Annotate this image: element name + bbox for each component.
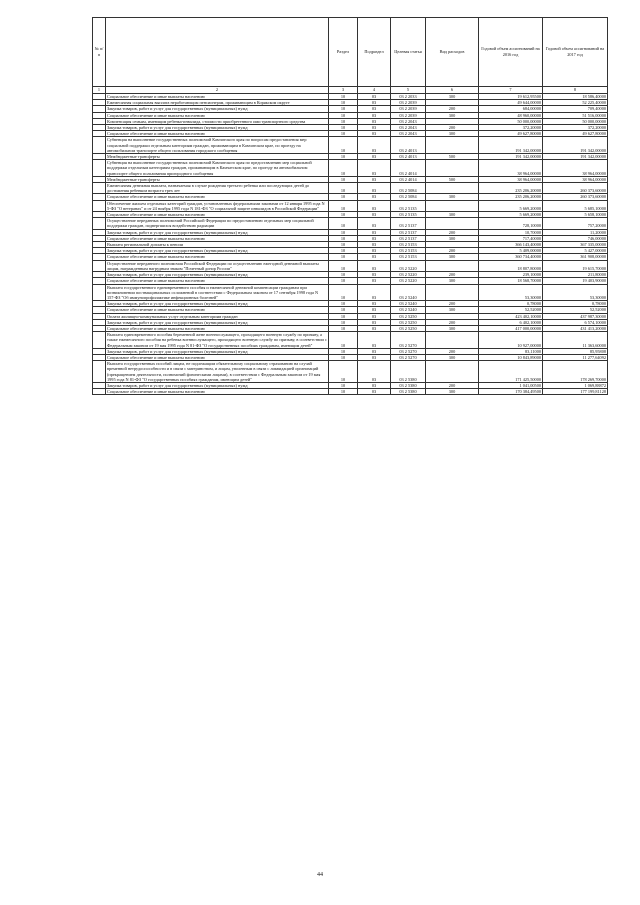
amount-2017-cell: 372,20000 — [543, 125, 608, 131]
amount-2016-cell: 10 927,00000 — [479, 332, 543, 349]
amount-2017-cell: 85,95808 — [543, 348, 608, 354]
column-number: 4 — [358, 87, 391, 94]
razdel-cell: 10 — [329, 272, 358, 278]
amount-2016-cell: 235 206,20000 — [479, 183, 543, 194]
amount-2016-cell: 717,40000 — [479, 235, 543, 241]
razdel-cell: 10 — [329, 125, 358, 131]
amount-2016-cell: 170 384,49500 — [479, 389, 543, 395]
amount-2016-cell: 10,70000 — [479, 229, 543, 235]
amount-2016-cell: 191 342,00000 — [479, 154, 543, 160]
razdel-cell: 10 — [329, 212, 358, 218]
amount-2017-cell: 5 685,10000 — [543, 200, 608, 211]
expense-name-cell: Закупка товаров, работ и услуг для государственных (муниципальных) нужд — [106, 272, 329, 278]
podrazdel-cell: 03 — [358, 183, 391, 194]
expense-type-cell: 300 — [426, 194, 479, 200]
table-row — [93, 137, 608, 154]
target-article-cell: 03 2 2033 — [391, 94, 426, 100]
expense-name-cell: Закупка товаров, работ и услуг для государственных (муниципальных) нужд — [106, 229, 329, 235]
razdel-cell: 10 — [329, 235, 358, 241]
amount-2016-cell: 18 568,70000 — [479, 278, 543, 284]
row-number-cell — [93, 260, 106, 271]
header-amount-2016: Годовой объем ассигнований на 2016 год — [479, 18, 543, 87]
target-article-cell: 03 2 5137 — [391, 235, 426, 241]
target-article-cell: 03 2 5270 — [391, 354, 426, 360]
amount-2016-cell: 191 342,00000 — [479, 137, 543, 154]
razdel-cell: 10 — [329, 94, 358, 100]
expense-type-cell — [426, 332, 479, 349]
target-article-cell: 03 2 5240 — [391, 284, 426, 301]
column-number: 1 — [93, 87, 106, 94]
amount-2016-cell: 38 964,00000 — [479, 176, 543, 182]
target-article-cell: 03 2 5153 — [391, 242, 426, 248]
expense-type-cell: 300 — [426, 235, 479, 241]
podrazdel-cell: 03 — [358, 106, 391, 112]
target-article-cell: 03 2 2043 — [391, 118, 426, 124]
podrazdel-cell: 03 — [358, 278, 391, 284]
row-number-cell — [93, 160, 106, 177]
target-article-cell: 03 2 5220 — [391, 272, 426, 278]
razdel-cell: 10 — [329, 229, 358, 235]
razdel-cell: 10 — [329, 176, 358, 182]
amount-2017-cell: 177 199,81128 — [543, 389, 608, 395]
expense-name-cell: Закупка товаров, работ и услуг для государственных (муниципальных) нужд — [106, 382, 329, 388]
table-row — [93, 389, 608, 395]
target-article-cell: 03 2 5220 — [391, 278, 426, 284]
target-article-cell: 03 2 5153 — [391, 254, 426, 260]
header-row — [93, 18, 608, 87]
expense-name-cell: Закупка товаров, работ и услуг для государственных (муниципальных) нужд — [106, 319, 329, 325]
podrazdel-cell: 03 — [358, 313, 391, 319]
amount-2017-cell: 19 615,70000 — [543, 260, 608, 271]
razdel-cell: 10 — [329, 278, 358, 284]
podrazdel-cell: 03 — [358, 200, 391, 211]
podrazdel-cell: 03 — [358, 100, 391, 106]
podrazdel-cell: 03 — [358, 242, 391, 248]
expense-name-cell: Социальное обеспечение и иные выплаты населению — [106, 212, 329, 218]
amount-2016-cell: 235 206,20000 — [479, 194, 543, 200]
expense-type-cell — [426, 260, 479, 271]
amount-2016-cell: 10 843,89000 — [479, 354, 543, 360]
podrazdel-cell: 03 — [358, 260, 391, 271]
razdel-cell: 10 — [329, 100, 358, 106]
podrazdel-cell: 03 — [358, 284, 391, 301]
expense-type-cell: 300 — [426, 94, 479, 100]
amount-2016-cell: 5 669,20000 — [479, 212, 543, 218]
expense-type-cell: 300 — [426, 131, 479, 137]
table-row — [93, 160, 608, 177]
podrazdel-cell: 03 — [358, 118, 391, 124]
amount-2017-cell: 6 574,10000 — [543, 319, 608, 325]
amount-2017-cell: 191 342,00000 — [543, 137, 608, 154]
target-article-cell: 03 2 5380 — [391, 361, 426, 383]
razdel-cell: 10 — [329, 118, 358, 124]
amount-2016-cell: 417 000,00000 — [479, 325, 543, 331]
amount-2017-cell: 431 413,20000 — [543, 325, 608, 331]
razdel-cell: 10 — [329, 154, 358, 160]
row-number-cell — [93, 361, 106, 383]
podrazdel-cell: 03 — [358, 176, 391, 182]
amount-2016-cell: 18 807,80000 — [479, 260, 543, 271]
expense-type-cell: 300 — [426, 254, 479, 260]
row-number-cell — [93, 332, 106, 349]
podrazdel-cell: 03 — [358, 218, 391, 229]
target-article-cell: 03 2 5250 — [391, 325, 426, 331]
target-article-cell: 03 2 5380 — [391, 382, 426, 388]
expense-name-cell: Закупка товаров, работ и услуг для государственных (муниципальных) нужд — [106, 106, 329, 112]
amount-2016-cell: 49 627,80000 — [479, 131, 543, 137]
razdel-cell: 10 — [329, 307, 358, 313]
amount-2017-cell: 367 335,00000 — [543, 242, 608, 248]
expense-name-cell: Выплата единовременного пособия беременной жене военнослужащего, проходящего военную службу по призыву, а также ежемесячного пособия на ребенка военнослужащего, проходящего военную службу по призыву, в соответствии с Федеральным законом от 19 мая 1995 года N 81-ФЗ "О государственных пособиях гражданам, имеющим детей" — [107, 332, 327, 348]
amount-2017-cell: 211,80000 — [543, 272, 608, 278]
razdel-cell: 10 — [329, 389, 358, 395]
expense-type-cell: 500 — [426, 154, 479, 160]
target-article-cell: 03 2 5084 — [391, 183, 426, 194]
amount-2016-cell: 6 402,10000 — [479, 319, 543, 325]
table-row — [93, 218, 608, 229]
amount-2017-cell: 50 000,00000 — [543, 118, 608, 124]
razdel-cell: 10 — [329, 319, 358, 325]
podrazdel-cell: 03 — [358, 272, 391, 278]
razdel-cell: 10 — [329, 194, 358, 200]
amount-2016-cell: 19 612,95500 — [479, 94, 543, 100]
header-amount-2017: Годовой объем ассигнований на 2017 год — [543, 18, 608, 87]
expense-name-cell: Компенсация семьям, имеющим ребенка-инвалида, стоимости приобретенного ими транспортного средства — [106, 118, 329, 124]
expense-name-cell: Закупка товаров, работ и услуг для государственных (муниципальных) нужд — [106, 248, 329, 254]
target-article-cell: 03 2 5220 — [391, 260, 426, 271]
expense-name-cell: Ежемесячная денежная выплата, назначаемая в случае рождения третьего ребенка или последующих детей до достижения ребенком возраста трех лет — [106, 183, 329, 194]
razdel-cell: 10 — [329, 325, 358, 331]
amount-2017-cell: 52,52000 — [543, 307, 608, 313]
podrazdel-cell: 03 — [358, 348, 391, 354]
expense-name-cell: Социальное обеспечение и иные выплаты населению — [106, 389, 329, 395]
razdel-cell: 10 — [329, 361, 358, 383]
razdel-cell: 10 — [329, 106, 358, 112]
podrazdel-cell: 03 — [358, 194, 391, 200]
row-number-cell — [93, 200, 106, 211]
razdel-cell: 10 — [329, 382, 358, 388]
expense-name-cell: Социальное обеспечение и иные выплаты населению — [106, 354, 329, 360]
header-razdel: Раздел — [329, 18, 358, 87]
podrazdel-cell: 03 — [358, 131, 391, 137]
razdel-cell: 10 — [329, 348, 358, 354]
amount-2017-cell: 38 964,00000 — [543, 160, 608, 177]
table-row — [93, 361, 608, 383]
expense-name-cell: Социальное обеспечение и иные выплаты населению — [106, 235, 329, 241]
expense-type-cell: 200 — [426, 319, 479, 325]
header-name — [106, 18, 329, 87]
expense-name-cell: Социальное обеспечение и иные выплаты населению — [106, 254, 329, 260]
amount-2017-cell: 51 516,00000 — [543, 112, 608, 118]
podrazdel-cell: 03 — [358, 319, 391, 325]
amount-2017-cell: 5 658,10000 — [543, 212, 608, 218]
podrazdel-cell: 03 — [358, 307, 391, 313]
razdel-cell: 10 — [329, 200, 358, 211]
expense-name-cell: Закупка товаров, работ и услуг для государственных (муниципальных) нужд — [106, 301, 329, 307]
amount-2017-cell: 11 363,60000 — [543, 332, 608, 349]
target-article-cell: 03 2 2043 — [391, 125, 426, 131]
podrazdel-cell: 03 — [358, 229, 391, 235]
expense-name-cell: Социальное обеспечение и иные выплаты населению — [106, 131, 329, 137]
expense-name-cell: Выплата государственных пособий лицам, не подлежащим обязательному социальному страхованию на случай временной нетрудоспособности и в связи с материнством, и лицам, уволенным в связи с ликвидацией организаций (прекращением деятельности, полномочий физическими лицами), в соответствии с Федеральным законом от 19 мая 1995 года N 81-ФЗ "О государственных пособиях гражданам, имеющим детей" — [106, 361, 329, 383]
amount-2017-cell: 746,00000 — [543, 235, 608, 241]
table-row — [93, 284, 608, 301]
expense-type-cell: 200 — [426, 248, 479, 254]
expense-name-cell: Субвенция на выполнение государственных полномочий Камчатского края по предоставлению мер социальной поддержки отдельным категориям граждан, проживающим в Камчатском крае, по проезду на автомобильном транспорте общего пользования пригородного сообщения — [106, 160, 329, 177]
amount-2017-cell: 0,78000 — [543, 301, 608, 307]
expense-name-cell: Закупка товаров, работ и услуг для государственных (муниципальных) нужд — [106, 348, 329, 354]
razdel-cell: 10 — [329, 284, 358, 301]
expense-type-cell: 200 — [426, 382, 479, 388]
target-article-cell: 03 2 5084 — [391, 194, 426, 200]
expense-name-cell: Социальное обеспечение и иные выплаты населению — [106, 94, 329, 100]
amount-2017-cell: 19 403,90000 — [543, 278, 608, 284]
expense-type-cell: 200 — [426, 301, 479, 307]
column-number-row — [93, 87, 608, 94]
amount-2016-cell: 5 409,00000 — [479, 248, 543, 254]
razdel-cell: 10 — [329, 242, 358, 248]
target-article-cell: 03 2 5250 — [391, 313, 426, 319]
amount-2016-cell: 1 041,00500 — [479, 382, 543, 388]
amount-2017-cell: 11 277,64092 — [543, 354, 608, 360]
razdel-cell: 10 — [329, 254, 358, 260]
expense-type-cell — [426, 137, 479, 154]
amount-2017-cell: 49 627,80000 — [543, 131, 608, 137]
expense-type-cell: 300 — [426, 389, 479, 395]
podrazdel-cell: 03 — [358, 361, 391, 383]
amount-2017-cell: 52 225,40000 — [543, 100, 608, 106]
expense-type-cell — [426, 160, 479, 177]
amount-2016-cell: 52,52000 — [479, 307, 543, 313]
header-num: № п/п — [93, 18, 106, 87]
amount-2017-cell: 361 908,00000 — [543, 254, 608, 260]
expense-type-cell: 300 — [426, 307, 479, 313]
amount-2016-cell: 5 669,20000 — [479, 200, 543, 211]
column-number: 8 — [543, 87, 608, 94]
amount-2017-cell: 191 342,00000 — [543, 154, 608, 160]
table-row — [93, 183, 608, 194]
expense-type-cell: 200 — [426, 125, 479, 131]
podrazdel-cell: 03 — [358, 325, 391, 331]
podrazdel-cell: 03 — [358, 212, 391, 218]
amount-2016-cell: 366 143,40000 — [479, 242, 543, 248]
amount-2016-cell: 360 734,40000 — [479, 254, 543, 260]
expense-name-cell: Социальное обеспечение и иные выплаты населению — [106, 325, 329, 331]
row-number-cell — [93, 137, 106, 154]
podrazdel-cell: 03 — [358, 125, 391, 131]
expense-name-cell: Социальное обеспечение и иные выплаты населению — [106, 307, 329, 313]
column-number: 6 — [426, 87, 479, 94]
target-article-cell: 03 2 5270 — [391, 332, 426, 349]
column-number: 2 — [106, 87, 329, 94]
target-article-cell: 03 2 5135 — [391, 200, 426, 211]
podrazdel-cell: 03 — [358, 301, 391, 307]
expense-name-cell: Закупка товаров, работ и услуг для государственных (муниципальных) нужд — [106, 125, 329, 131]
page-number: 44 — [317, 872, 323, 878]
expense-type-cell: 200 — [426, 229, 479, 235]
razdel-cell: 10 — [329, 301, 358, 307]
target-article-cell: 03 2 5270 — [391, 348, 426, 354]
target-article-cell: 03 2 5135 — [391, 212, 426, 218]
razdel-cell: 10 — [329, 248, 358, 254]
target-article-cell: 03 2 5153 — [391, 248, 426, 254]
target-article-cell: 03 2 4014 — [391, 176, 426, 182]
budget-table — [92, 17, 608, 395]
header-expense-type: Вид расходов — [426, 18, 479, 87]
header-podrazdel: Подраздел — [358, 18, 391, 87]
amount-2017-cell: 437 987,30000 — [543, 313, 608, 319]
podrazdel-cell: 03 — [358, 235, 391, 241]
expense-name-cell: Обеспечение жильем отдельных категорий граждан, установленных федеральными законами от 12 января 1995 года N 5-ФЗ "О ветеранах" и от 24 ноября 1995 года N 181-ФЗ "О социальной защите инвалидов в Российской Федерации" — [106, 200, 329, 211]
expense-name-cell: Выплата государственного единовременного пособия и ежемесячной денежной компенсации гражданам при возникновении поствакцинальных осложнений в соответствии с Федеральным законом от 17 сентября 1998 года N 157-ФЗ "Об иммунопрофилактике инфекционных болезней" — [106, 284, 329, 301]
expense-name-cell: Социальное обеспечение и иные выплаты населению — [106, 278, 329, 284]
amount-2016-cell: 83,11000 — [479, 348, 543, 354]
expense-name-cell: Межбюджетные трансферты — [106, 176, 329, 182]
expense-name-cell: Осуществление переданных полномочий Российской Федерации по предоставлению отдельных мер социальной поддержки граждан, подвергшихся воздействию радиации — [106, 218, 329, 229]
amount-2017-cell: 53,30000 — [543, 284, 608, 301]
expense-name-cell: Социальное обеспечение и иные выплаты населению — [106, 194, 329, 200]
expense-type-cell — [426, 284, 479, 301]
razdel-cell: 10 — [329, 260, 358, 271]
amount-2016-cell: 38 964,00000 — [479, 160, 543, 177]
expense-name-cell: Межбюджетные трансферты — [106, 154, 329, 160]
target-article-cell: 03 2 4014 — [391, 160, 426, 177]
target-article-cell: 03 2 5380 — [391, 389, 426, 395]
expense-type-cell: 200 — [426, 348, 479, 354]
razdel-cell: 10 — [329, 332, 358, 349]
expense-type-cell — [426, 361, 479, 383]
podrazdel-cell: 03 — [358, 160, 391, 177]
amount-2016-cell: 0,78000 — [479, 301, 543, 307]
expense-type-cell: 300 — [426, 212, 479, 218]
amount-2017-cell: 260 373,60000 — [543, 183, 608, 194]
razdel-cell: 10 — [329, 137, 358, 154]
podrazdel-cell: 03 — [358, 248, 391, 254]
amount-2016-cell: 423 402,10000 — [479, 313, 543, 319]
column-number: 3 — [329, 87, 358, 94]
expense-type-cell: 300 — [426, 112, 479, 118]
expense-type-cell: 300 — [426, 325, 479, 331]
target-article-cell: 03 2 2043 — [391, 131, 426, 137]
podrazdel-cell: 03 — [358, 382, 391, 388]
amount-2017-cell: 38 964,00000 — [543, 176, 608, 182]
expense-name-cell: Субвенция на выполнение государственных полномочий Камчатского края по вопросам предоставления мер социальной поддержки отдельным категориям граждан, проживающим в Камчатском крае, по проезду на автомобильном транспорте общего пользования городского сообщения — [106, 137, 329, 154]
table-row — [93, 260, 608, 271]
expense-name-cell: Выплата региональной доплаты к пенсии — [106, 242, 329, 248]
podrazdel-cell: 03 — [358, 254, 391, 260]
expense-type-cell — [426, 218, 479, 229]
podrazdel-cell: 03 — [358, 332, 391, 349]
target-article-cell: 03 2 2039 — [391, 106, 426, 112]
target-article-cell: 03 2 5137 — [391, 229, 426, 235]
razdel-cell: 10 — [329, 354, 358, 360]
razdel-cell: 10 — [329, 131, 358, 137]
table-row — [93, 332, 608, 349]
expense-name-cell: Оплата жилищно-коммунальных услуг отдельным категориям граждан — [106, 313, 329, 319]
target-article-cell: 03 2 5240 — [391, 307, 426, 313]
expense-type-cell: 500 — [426, 176, 479, 182]
razdel-cell: 10 — [329, 183, 358, 194]
podrazdel-cell: 03 — [358, 389, 391, 395]
razdel-cell: 10 — [329, 313, 358, 319]
expense-name-cell: Ежемесячная социальная выплата неработающим пенсионерам, проживающим в Корякском округе — [106, 100, 329, 106]
razdel-cell: 10 — [329, 112, 358, 118]
amount-2016-cell: 49 644,00000 — [479, 100, 543, 106]
expense-type-cell — [426, 183, 479, 194]
table-body — [93, 94, 608, 395]
expense-name-cell: Социальное обеспечение и иные выплаты населению — [106, 112, 329, 118]
amount-2016-cell: 684,00000 — [479, 106, 543, 112]
podrazdel-cell: 03 — [358, 354, 391, 360]
podrazdel-cell: 03 — [358, 154, 391, 160]
amount-2016-cell: 239,10000 — [479, 272, 543, 278]
target-article-cell: 03 2 2039 — [391, 100, 426, 106]
expense-type-cell: 200 — [426, 106, 479, 112]
razdel-cell: 10 — [329, 218, 358, 229]
amount-2016-cell: 48 960,00000 — [479, 112, 543, 118]
amount-2017-cell: 5 427,00000 — [543, 248, 608, 254]
amount-2016-cell: 53,30000 — [479, 284, 543, 301]
expense-type-cell: 300 — [426, 278, 479, 284]
column-number: 5 — [391, 87, 426, 94]
amount-2016-cell: 50 000,00000 — [479, 118, 543, 124]
target-article-cell: 03 2 5240 — [391, 301, 426, 307]
expense-type-cell — [426, 200, 479, 211]
header-target-article: Целевая статья — [391, 18, 426, 87]
row-number-cell — [93, 389, 106, 395]
expense-type-cell: 200 — [426, 272, 479, 278]
amount-2016-cell: 171 425,50000 — [479, 361, 543, 383]
table-row — [93, 200, 608, 211]
amount-2017-cell: 260 373,60000 — [543, 194, 608, 200]
row-number-cell — [93, 218, 106, 229]
column-number: 7 — [479, 87, 543, 94]
expense-type-cell: 300 — [426, 354, 479, 360]
target-article-cell: 03 2 5137 — [391, 218, 426, 229]
podrazdel-cell: 03 — [358, 94, 391, 100]
amount-2017-cell: 709,40000 — [543, 106, 608, 112]
amount-2017-cell: 11,20000 — [543, 229, 608, 235]
amount-2017-cell: 178 269,70000 — [543, 361, 608, 383]
target-article-cell: 03 2 4013 — [391, 137, 426, 154]
podrazdel-cell: 03 — [358, 112, 391, 118]
target-article-cell: 03 2 4013 — [391, 154, 426, 160]
podrazdel-cell: 03 — [358, 137, 391, 154]
target-article-cell: 03 2 5250 — [391, 319, 426, 325]
row-number-cell — [93, 284, 106, 301]
amount-2017-cell: 18 586,40000 — [543, 94, 608, 100]
amount-2017-cell: 1 069,88872 — [543, 382, 608, 388]
amount-2016-cell: 728,10000 — [479, 218, 543, 229]
target-article-cell: 03 2 2039 — [391, 112, 426, 118]
amount-2017-cell: 757,20000 — [543, 218, 608, 229]
row-number-cell — [93, 183, 106, 194]
razdel-cell: 10 — [329, 160, 358, 177]
expense-name-cell: Осуществление переданного полномочия Российской Федерации по осуществлению ежегодной денежной выплаты лицам, награжденным нагрудным знаком "Почетный донор России" — [106, 260, 329, 271]
amount-2016-cell: 372,20000 — [479, 125, 543, 131]
